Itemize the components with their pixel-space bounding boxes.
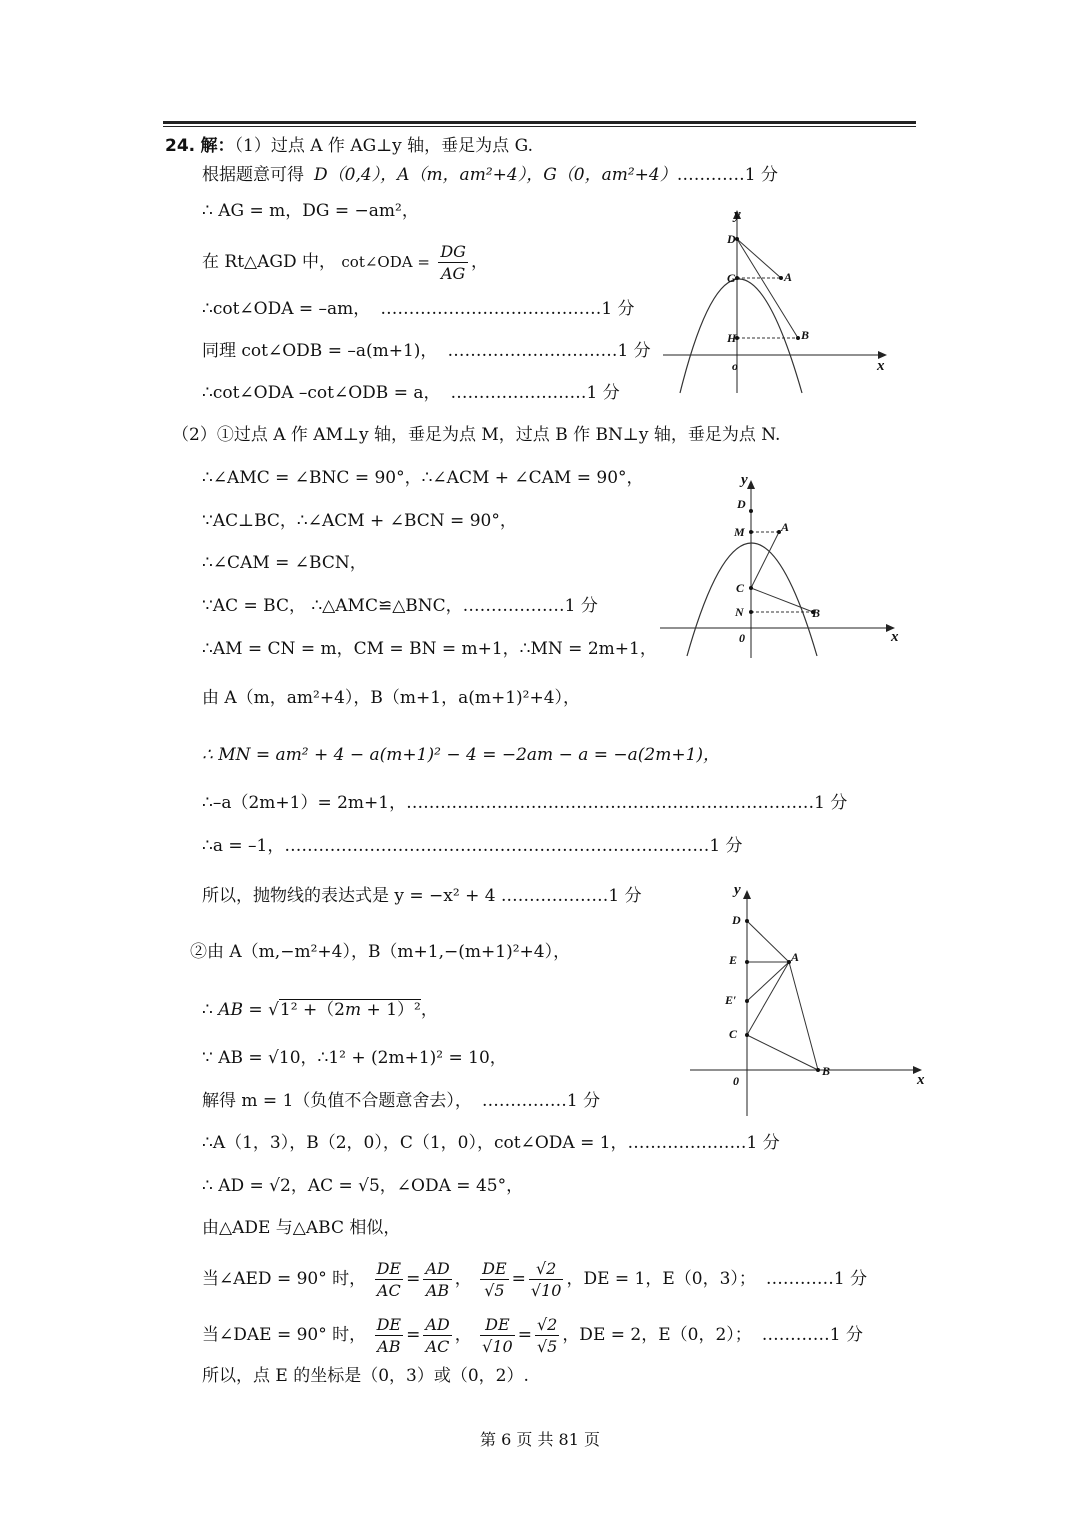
fig2-point-b: B: [812, 606, 821, 620]
part2-eq2: ∴–a（2m+1）= 2m+1，………………………………………………………………1 分: [202, 793, 848, 813]
part2-mn: ∴ MN = am² + 4 − a(m+1)² − 4 = −2am − a = −a(2m+1)，: [202, 745, 721, 765]
fig3-origin: 0: [733, 1074, 739, 1088]
fig2-x-label: x: [891, 629, 899, 645]
fig2-point-m: M: [734, 525, 745, 539]
fig2-y-label: y: [741, 472, 748, 488]
part1-cot-definition: 在 Rt△AGD 中， cot∠ODA = $\frac{DG}{AG}$ ，: [202, 242, 488, 283]
fig1-point-a: A: [784, 270, 793, 284]
part3-from: ②由 A（m,−m²+4），B（m+1,−(m+1)²+4），: [190, 942, 571, 962]
fig1-x-label: x: [877, 358, 885, 374]
fig1-point-b: B: [801, 328, 810, 342]
fig1-origin: o: [732, 359, 738, 373]
problem-number: 24.: [165, 136, 196, 156]
part1-cot-result: ∴cot∠ODA = –am， …………………………………1 分: [202, 299, 635, 319]
fig3-point-b: B: [822, 1064, 831, 1078]
figure-1-parabola: [655, 205, 895, 395]
conclusion: 所以，点 E 的坐标是（0，3）或（0，2）.: [202, 1366, 529, 1386]
fig1-y-label: y: [734, 207, 741, 223]
part3-m: 解得 m = 1（负值不合题意舍去）， ……………1 分: [202, 1091, 601, 1111]
part1-intro: （1）过点 A 作 AG⊥y 轴，垂足为点 G.: [234, 136, 533, 156]
part3-ab10: ∵ AB = √10，∴1² + (2m+1)² = 10，: [202, 1048, 507, 1068]
fig3-point-d: D: [732, 913, 741, 927]
part3-ab: ∴ AB = √1² +（2m + 1）²，: [202, 1000, 438, 1020]
cot-fraction: $\frac{DG}{AG}$: [440, 242, 466, 283]
top-rule-thin: [163, 126, 916, 127]
fig3-point-e: E: [729, 953, 738, 967]
case1-line: 当∠AED = 90° 时， $\frac{DE}{AC}$ = $\frac{AD}{AB}$ ， $\frac{DE}{√5}$ = $\frac{√2}{√10}$ ，DE = 1，E（0，3）； …………1 分: [202, 1259, 868, 1300]
fig3-x-label: x: [917, 1072, 925, 1088]
fig1-point-d: D: [727, 232, 736, 246]
part2-cong: ∵AC = BC， ∴△AMC≌△BNC，………………1 分: [202, 596, 598, 616]
solve-label: 解：: [200, 136, 235, 156]
fig1-point-h: H: [727, 331, 737, 345]
part1-cot2: 同理 cot∠ODB = –a(m+1)， …………………………1 分: [202, 341, 651, 361]
fig2-point-a: A: [781, 520, 790, 534]
problem-heading: [165, 134, 533, 158]
part2-perp: ∵AC⊥BC，∴∠ACM + ∠BCN = 90°，: [202, 511, 517, 531]
figure-2-parabola: [655, 470, 905, 660]
score-mark: …………1 分: [676, 165, 778, 185]
fig1-point-g: G: [727, 271, 736, 285]
part3-points: ∴A（1，3），B（2，0），C（1，0），cot∠ODA = 1，…………………1 分: [202, 1133, 780, 1153]
fig3-y-label: y: [734, 882, 741, 898]
part1-given: 根据题意可得 D（0,4），A（m，am²+4），G（0，am²+4）…………1 分: [202, 165, 778, 185]
fig2-origin: 0: [739, 631, 745, 645]
fig3-point-c: C: [729, 1027, 738, 1041]
part1-diff: ∴cot∠ODA –cot∠ODB = a， ……………………1 分: [202, 383, 620, 403]
part2-lengths: ∴AM = CN = m，CM = BN = m+1，∴MN = 2m+1，: [202, 639, 657, 659]
figure-3-triangles: [685, 880, 935, 1120]
top-rule-thick: [163, 121, 916, 124]
part2-a-value: ∴a = –1，…………………………………………………………………1 分: [202, 836, 743, 856]
fig2-point-n: N: [735, 605, 744, 619]
part3-adac: ∴ AD = √2，AC = √5，∠ODA = 45°，: [202, 1176, 524, 1196]
part3-similar: 由△ADE 与△ABC 相似，: [202, 1218, 401, 1238]
part2-angles: ∴∠AMC = ∠BNC = 90°，∴∠ACM + ∠CAM = 90°，: [202, 468, 644, 488]
case2-line: 当∠DAE = 90° 时， $\frac{DE}{AB}$ = $\frac{AD}{AC}$ ， $\frac{DE}{√10}$ = $\frac{√2}{√5}$ ，DE = 2，E（0，2）； …………1 分: [202, 1315, 863, 1356]
fig2-point-d: D: [737, 497, 746, 511]
part2-from: 由 A（m，am²+4），B（m+1，a(m+1)²+4），: [202, 688, 581, 708]
fig2-point-c: C: [736, 581, 745, 595]
part2-intro: （2）①过点 A 作 AM⊥y 轴，垂足为点 M，过点 B 作 BN⊥y 轴，垂足为点 N.: [172, 425, 781, 445]
fig3-point-a: A: [791, 950, 800, 964]
fig3-point-e-prime: E′: [725, 993, 737, 1007]
part1-ag: ∴ AG = m，DG = −am²，: [202, 201, 419, 221]
page-footer: 第 6 页 共 81 页: [480, 1430, 600, 1449]
part2-eq: ∴∠CAM = ∠BCN，: [202, 553, 367, 573]
part2-parabola: 所以，抛物线的表达式是 y = −x² + 4 .………………1 分: [202, 886, 642, 906]
